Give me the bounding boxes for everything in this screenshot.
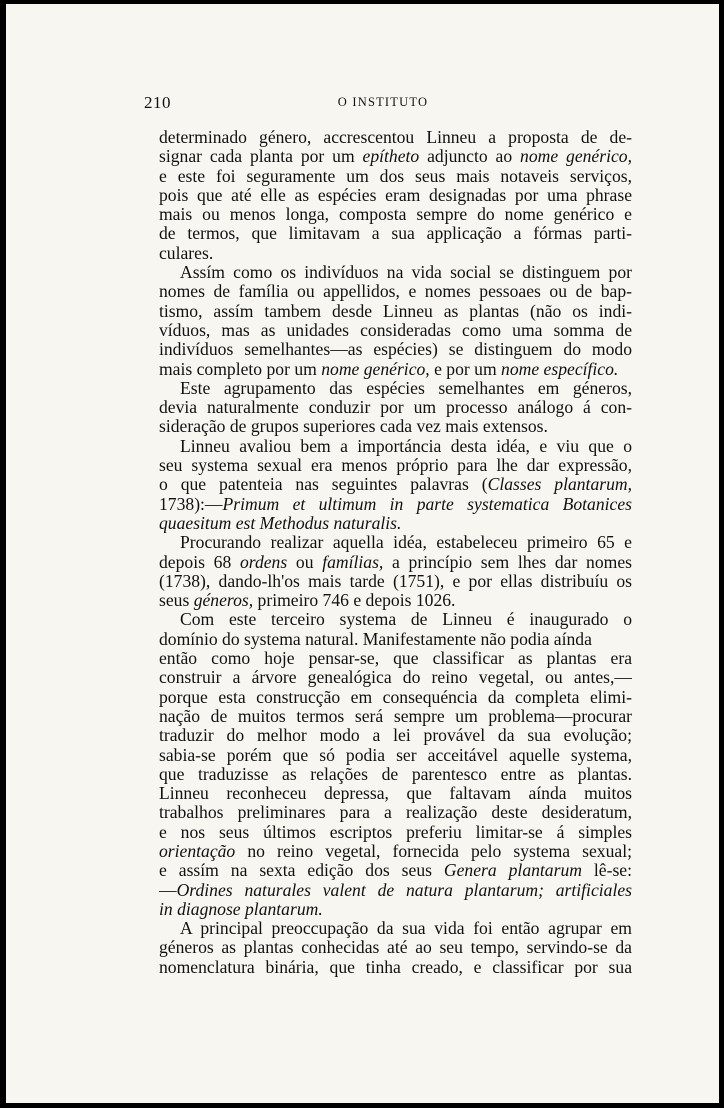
text-line [159, 263, 632, 282]
text-line [159, 707, 632, 726]
text-segment: géneros as plantas conhecidas até ao seu tempo, servindo-se da [159, 938, 632, 958]
text-line [159, 938, 632, 957]
text-segment: de termos, que limitavam a sua applicação a fórmas parti- [159, 224, 632, 244]
italic-text: nome genérico, [321, 359, 430, 379]
text-segment: primeiro 746 e depois 1026. [253, 591, 456, 611]
text-segment: determinado género, accrescentou Linneu a proposta de de- [159, 128, 632, 147]
text-segment: construir a árvore genealógica do reino vegetal, ou antes,— [159, 668, 632, 688]
text-line [159, 205, 632, 224]
text-line [159, 128, 632, 147]
text-segment: depois 68 [159, 552, 240, 572]
text-segment: seus [159, 591, 194, 611]
text-line [159, 765, 632, 784]
italic-text: orientação [159, 841, 236, 861]
text-segment: a princípio sem lhes dar nomes [383, 552, 632, 572]
text-segment: lê-se: [581, 861, 632, 881]
text-segment: culares. [159, 243, 214, 263]
text-line [159, 244, 632, 263]
text-segment: o que patenteia nas seguintes palavras ( [159, 475, 488, 495]
text-line [159, 688, 632, 707]
text-segment: e por um [429, 359, 502, 379]
text-line [159, 591, 632, 610]
text-segment: então como hoje pensar-se, que classificar as plantas era [159, 649, 632, 669]
text-segment: ou [287, 552, 323, 572]
body-text [159, 128, 632, 977]
text-line [159, 495, 632, 514]
text-line [159, 553, 632, 572]
text-line [159, 302, 632, 321]
text-line [159, 186, 632, 205]
italic-text: epítheto [362, 147, 420, 167]
text-segment: sabia-se porém que só podia ser acceitável aquelle systema, [159, 745, 632, 765]
text-line [159, 282, 632, 301]
text-segment: Com este terceiro systema de Linneu é inaugurado o [180, 610, 632, 630]
text-segment: tismo, assím tambem desde Linneu as plantas (não os indi- [159, 301, 632, 321]
text-line [159, 958, 632, 977]
text-segment: pois que até elle as espécies eram designadas por uma phrase [159, 185, 632, 205]
text-line [159, 475, 632, 494]
text-line [159, 746, 632, 765]
running-title: O INSTITUTO [337, 95, 429, 109]
italic-text: Primum et ultimum in parte systematica Botanices [222, 494, 632, 514]
text-segment: no reino vegetal, fornecida pelo systema sexual; [235, 841, 632, 861]
text-segment: mais ou menos longa, composta sempre do nome genérico e [159, 205, 632, 225]
text-segment: mais completo por um [159, 359, 322, 379]
text-segment: — [159, 880, 177, 900]
text-segment: nação de muitos termos será sempre um problema—procurar [159, 706, 632, 726]
text-line [159, 533, 632, 552]
text-segment: trabalhos preliminares para a realização deste desideratum, [159, 803, 632, 823]
text-line [159, 668, 632, 687]
text-line [159, 340, 632, 359]
text-line [159, 167, 632, 186]
italic-text: famílias, [322, 552, 384, 572]
text-segment: A principal preoccupação da sua vida foi então agrupar em [180, 919, 632, 939]
italic-text: Ordines naturales valent de natura plantarum; artificiales [176, 880, 632, 900]
text-line [159, 919, 632, 938]
italic-text: in diagnose plantarum. [159, 899, 323, 919]
text-line [159, 842, 632, 861]
text-segment: seu systema sexual era menos próprio para lhe dar expressão, [159, 456, 632, 476]
italic-text: Genera plantarum [443, 861, 582, 881]
italic-text: Classes plantarum, [487, 475, 632, 495]
book-page [6, 4, 719, 1103]
text-segment: Procurando realizar aquella idéa, estabeleceu primeiro 65 e [180, 533, 632, 553]
text-segment: e assím na sexta edição dos seus [159, 861, 444, 881]
text-line [159, 379, 632, 398]
text-line [159, 572, 632, 591]
text-segment: 1738):— [159, 494, 223, 514]
text-line [159, 224, 632, 243]
page-number: 210 [144, 93, 171, 112]
text-line [159, 147, 632, 166]
text-line [159, 398, 632, 417]
text-line [159, 456, 632, 475]
text-line [159, 861, 632, 880]
text-line [159, 360, 632, 379]
text-line [159, 649, 632, 668]
text-line [159, 514, 632, 533]
text-segment: Linneu avaliou bem a importáncia desta idéa, e viu que o [180, 436, 632, 456]
text-segment: indivíduos semelhantes—as espécies) se distinguem do modo [159, 340, 632, 360]
page-header [144, 93, 622, 115]
text-segment: porque esta construcção em consequéncia da completa elimi- [159, 687, 632, 707]
text-segment: nomes de família ou appellidos, e nomes pessoaes ou de bap- [159, 282, 632, 302]
italic-text: ordens [239, 552, 288, 572]
italic-text: quaesitum est Methodus naturalis. [159, 513, 402, 533]
text-segment: adjuncto ao [419, 147, 521, 167]
text-segment: víduos, mas as unidades consideradas como uma somma de [159, 320, 632, 340]
italic-text: géneros, [193, 591, 254, 611]
text-line [159, 630, 632, 649]
italic-text: nome genérico, [520, 147, 632, 167]
text-line [159, 881, 632, 900]
text-segment: (1738), dando-lh'os mais tarde (1751), e por ellas distribuíu os [159, 571, 632, 591]
text-line [159, 784, 632, 803]
italic-text: nome específico. [501, 359, 619, 379]
text-segment: Assím como os indivíduos na vida social se distinguem por [180, 263, 632, 283]
text-segment: sideração de grupos superiores cada vez mais extensos. [159, 417, 548, 437]
text-segment: signar cada planta por um [159, 147, 363, 167]
text-segment: e este foi seguramente um dos seus mais notaveis serviços, [159, 166, 632, 186]
text-segment: nomenclatura binária, que tinha creado, e classificar por sua [159, 957, 632, 977]
text-segment: que traduzisse as relações de parentesco entre as plantas. [159, 764, 632, 784]
text-line [159, 803, 632, 822]
text-segment: Este agrupamento das espécies semelhantes em géneros, [180, 378, 632, 398]
text-line [159, 610, 632, 629]
text-segment: domínio do systema natural. Manifestamente não podia aínda [159, 629, 592, 649]
text-line [159, 417, 632, 436]
text-line [159, 437, 632, 456]
text-line [159, 900, 632, 919]
text-line [159, 726, 632, 745]
text-segment: Linneu reconheceu depressa, que faltavam aínda muitos [159, 784, 632, 804]
text-segment: traduzir do melhor modo a lei provável da sua evolução; [159, 726, 632, 746]
text-segment: devia naturalmente conduzir por um processo análogo á con- [159, 398, 632, 418]
text-line [159, 823, 632, 842]
text-segment: e nos seus últimos escriptos preferiu limitar-se á simples [159, 822, 632, 842]
text-line [159, 321, 632, 340]
